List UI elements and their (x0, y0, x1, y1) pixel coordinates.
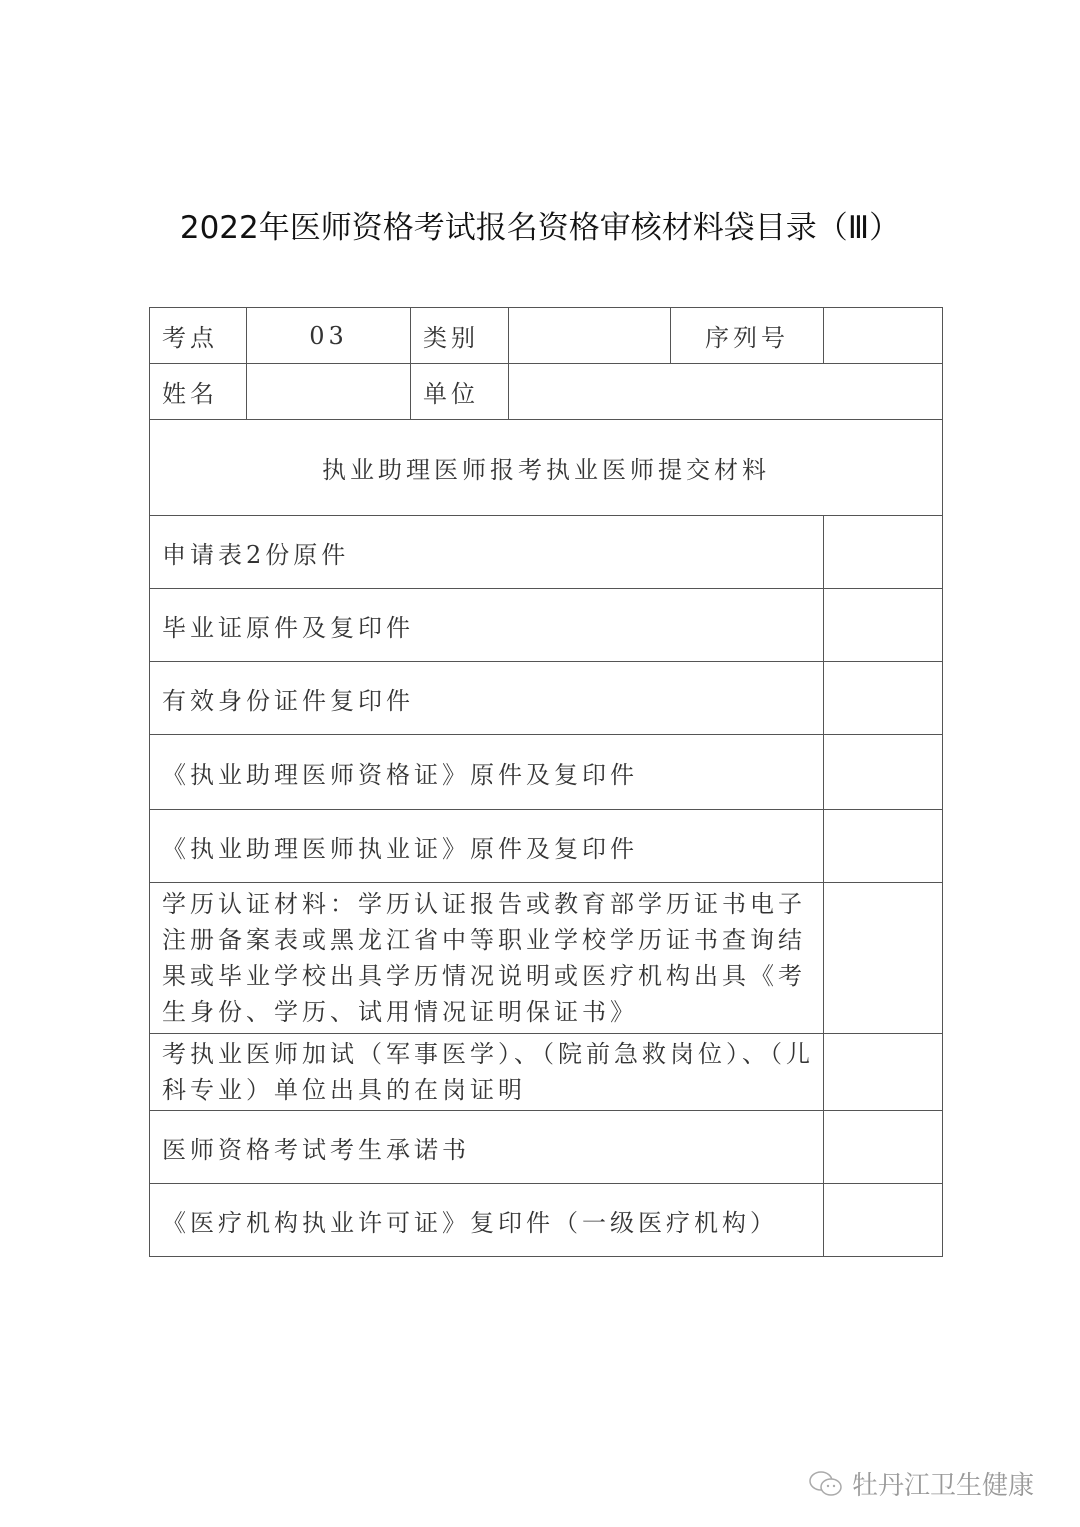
exam-site-value: 03 (247, 308, 411, 364)
unit-value (509, 364, 943, 420)
table-row (150, 589, 943, 662)
serial-label: 序列号 (671, 308, 824, 364)
item-label: 医师资格考试考生承诺书 (150, 1111, 824, 1184)
item-label: 有效身份证件复印件 (150, 662, 824, 735)
serial-value (824, 308, 943, 364)
table-row (150, 1184, 943, 1257)
name-label: 姓名 (150, 364, 247, 420)
item-label: 《执业助理医师执业证》原件及复印件 (150, 810, 824, 883)
table-row (150, 810, 943, 883)
item-check (824, 1111, 943, 1184)
exam-site-label: 考点 (150, 308, 247, 364)
item-label: 学历认证材料：学历认证报告或教育部学历证书电子注册备案表或黑龙江省中等职业学校学历证书查询结果或毕业学校出具学历情况说明或医疗机构出具《考生身份、学历、试用情况证明保证书》 (150, 883, 824, 1034)
item-label: 《执业助理医师资格证》原件及复印件 (150, 735, 824, 810)
item-check (824, 810, 943, 883)
item-check (824, 1034, 943, 1111)
item-check (824, 589, 943, 662)
table-row (150, 735, 943, 810)
header-row-2 (150, 364, 943, 420)
table-row (150, 1034, 943, 1111)
section-row (150, 420, 943, 516)
wechat-icon (808, 1469, 844, 1499)
document-title: 2022年医师资格考试报名资格审核材料袋目录（Ⅲ） (179, 210, 901, 246)
unit-label: 单位 (411, 364, 509, 420)
item-label: 申请表2份原件 (150, 516, 824, 589)
item-check (824, 516, 943, 589)
category-value (509, 308, 671, 364)
item-label: 毕业证原件及复印件 (150, 589, 824, 662)
header-row-1 (150, 308, 943, 364)
table-row (150, 516, 943, 589)
table-row (150, 662, 943, 735)
table-row (150, 1111, 943, 1184)
watermark (808, 1465, 1034, 1502)
item-label: 《医疗机构执业许可证》复印件（一级医疗机构） (150, 1184, 824, 1257)
table-row (150, 883, 943, 1034)
category-label: 类别 (411, 308, 509, 364)
section-title: 执业助理医师报考执业医师提交材料 (150, 420, 943, 516)
watermark-text: 牡丹江卫生健康 (852, 1471, 1035, 1501)
item-check (824, 662, 943, 735)
item-label: 考执业医师加试（军事医学）、（院前急救岗位）、（儿科专业）单位出具的在岗证明 (150, 1034, 824, 1111)
materials-table (149, 307, 943, 1257)
item-check (824, 735, 943, 810)
item-check (824, 883, 943, 1034)
name-value (247, 364, 411, 420)
item-check (824, 1184, 943, 1257)
